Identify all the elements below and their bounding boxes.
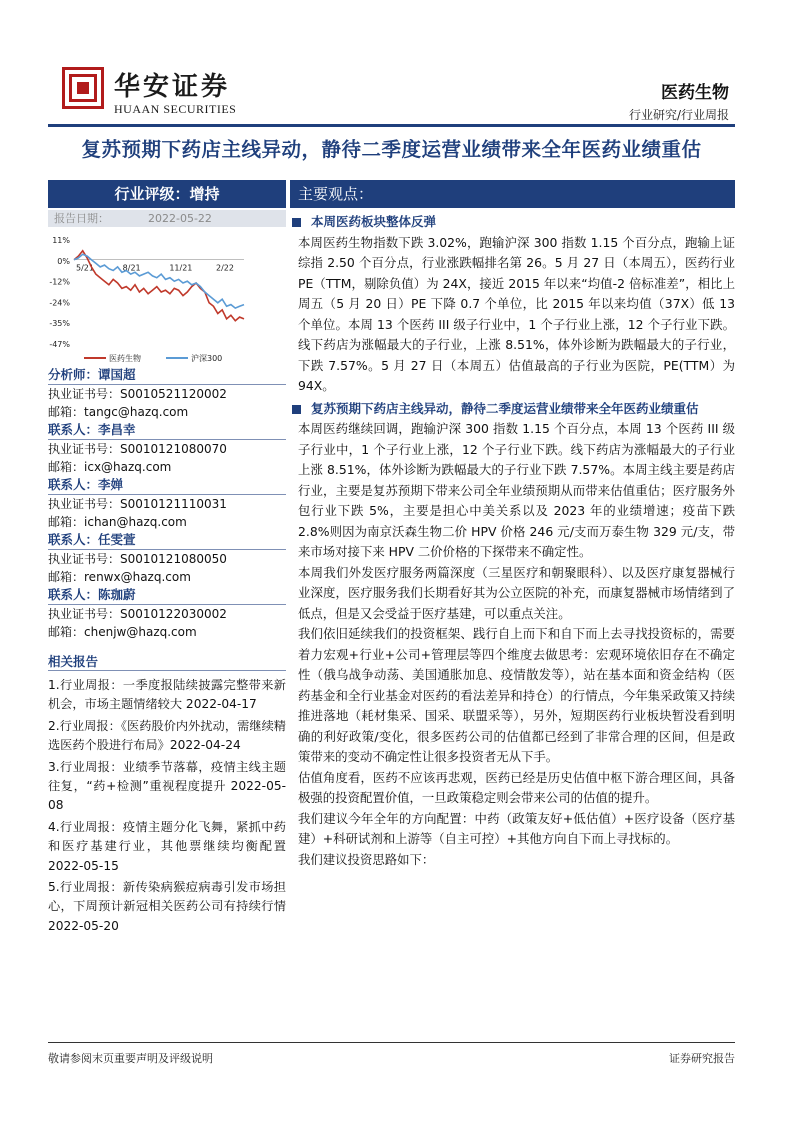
industry-rating: 行业评级：增持 [48,180,286,208]
footer-doc-type: 证券研究报告 [669,1052,735,1065]
analyst-name: 陈珈蔚 [98,587,136,602]
analyst-block [48,366,286,421]
related-report-item[interactable]: 4.行业周报：疫情主题分化飞舞，紧抓中药和医疗基建行业，其他票继续均衡配置 2022-05-15 [48,819,286,873]
analyst-cert-line: 执业证书号：S0010121080070 [48,442,227,456]
analyst-block [48,531,286,586]
analyst-email-line: 邮箱：tangc@hazq.com [48,405,189,419]
y-tick-label: 0% [57,256,70,266]
related-report-item[interactable]: 1.行业周报：一季度报陆续披露完整带来新机会，市场主题情绪较大 2022-04-17 [48,678,286,712]
related-reports-title: 相关报告 [48,652,286,671]
y-tick-label: -47% [49,340,70,349]
analyst-cert-line: 执业证书号：S0010521120002 [48,387,227,401]
report-date-value: 2022-05-22 [148,212,212,225]
section-2-paragraph-1: 本周医药继续回调，跑输沪深 300 指数 1.15 个百分点，本周 13 个医药 III 级子行业中，1 个子行业上涨，12 个子行业下跌。线下药店为涨幅最大的子行业上涨 8.51%，体外诊断为跌幅最大的子行业下跌 7.57%。本周主线主要是药店行业，主要是复苏预期下带来公司全年业绩预期从而带来估值重估；医疗服务外包行业下跌 5%，主要是担心中美关系以及 2023 年的业绩增速；疫苗下跌 2.8%则因为南京沃森生物二价 HPV 价格 246 元/支而万泰生物 329 元/支，带来市场对接下来 HPV 二价价格的下探带来不确定性。 [298,421,735,559]
related-report-item[interactable]: 5.行业周报：新传染病猴痘病毒引发市场担心，下周预计新冠相关医药公司有持续行情 2022-05-20 [48,880,286,933]
y-tick-label: 11% [52,236,70,245]
analyst-cert-number: S0010121080050 [120,552,227,566]
analyst-name: 李婵 [98,477,124,492]
report-title: 复苏预期下药店主线异动，静待二季度运营业绩带来全年医药业绩重估 [81,138,702,161]
section-2-paragraph-6: 我们建议投资思路如下： [298,851,435,867]
main-points-bar: 主要观点： [290,180,735,208]
x-tick-label: 2/22 [216,263,234,273]
y-tick-label: -35% [49,319,70,329]
section-2-paragraph-4: 估值角度看，医药不应该再悲观，医药已经是历史估值中枢下游合理区间，具备极强的投资配置价值，一旦政策稳定则会带来公司的估值的提升。 [298,769,735,805]
analyst-cert-number: S0010122030002 [120,607,227,621]
analyst-email-line: 邮箱：ichan@hazq.com [48,515,187,529]
analyst-email[interactable]: icx@hazq.com [84,460,172,474]
square-bullet-icon [292,218,301,227]
section-2-paragraph-5: 我们建议今年全年的方向配置：中药（政策友好+低估值）+医疗设备（医疗基建）+科研试剂和上游等（自主可控）+其他方向自下而上寻找标的。 [298,810,735,846]
sector-name: 医药生物 [661,83,729,103]
analyst-name: 任雯萱 [98,532,136,547]
analyst-name-line: 联系人：陈珈蔚 [48,586,286,605]
analyst-email[interactable]: chenjw@hazq.com [84,625,197,639]
header-divider [48,124,735,127]
series-line-1 [74,254,244,308]
analyst-email-line: 邮箱：chenjw@hazq.com [48,625,197,639]
y-tick-label: -24% [49,298,70,308]
analyst-name-line: 联系人：李昌幸 [48,421,286,440]
analyst-block [48,421,286,476]
analyst-cert-line: 执业证书号：S0010121080050 [48,552,227,566]
x-tick-label: 11/21 [169,263,193,273]
logo-chinese-name: 华安证券 [114,72,231,102]
analyst-cert-line: 执业证书号：S0010122030002 [48,607,227,621]
section-1-paragraph: 本周医药生物指数下跌 3.02%，跑输沪深 300 指数 1.15 个百分点，跑输上证综指 2.50 个百分点，行业涨跌幅排名第 26。5 月 27 日（本周五），医药行业 PE（TTM，剔除负值）为 24X，接近 2015 年以来“均值-2 倍标准差”，相比上周五（5 月 20 日）PE 下降 0.7 个单位，比 2015 年以来均值（37X）低 13 个单位。本周 13 个医药 III 级子行业中，1 个子行业上涨，12 个子行业下跌。线下药店为涨幅最大的子行业，上涨 8.51%，体外诊断为跌幅最大的子行业，下跌 7.57%。5 月 27 日（本周五）估值最高的子行业为医院，PE(TTM）为 94X。 [298,234,735,393]
analyst-cert-number: S0010121080070 [120,442,227,456]
legend-label: 医药生物 [109,354,141,363]
analyst-block [48,476,286,531]
legend-label: 沪深300 [191,354,223,363]
related-reports-list [48,676,286,938]
analyst-name-line: 联系人：任雯萱 [48,531,286,550]
analyst-email[interactable]: ichan@hazq.com [84,515,187,529]
analyst-name: 谭国超 [98,367,136,382]
footer-divider [48,1042,735,1043]
section-2-paragraph-3: 我们依旧延续我们的投资框架、践行自上而下和自下而上去寻找投资标的，需要着力宏观+行业+公司+管理层等四个维度去做思考：宏观环境依旧存在不确定性（俄乌战争动荡、美国通胀加息、疫情散发等），站在基本面和资金结构（医药基金和全行业基金对医药的看法差异和持仓）的行情点，今年集采政策又持续推进落地（耗材集采、国采、联盟采等），另外，短期医药行业板块暂没看到明确的利好政策/变化，很多医药公司的估值都已经到了非常合理的区间，但是政策带来的变动不确定性让很多投资者无从下手。 [298,626,735,764]
footer-disclaimer: 敬请参阅末页重要声明及评级说明 [48,1052,213,1065]
analyst-name-line: 联系人：李婵 [48,476,286,495]
x-tick-label: 5/21 [76,263,94,273]
related-report-item[interactable]: 3.行业周报：业绩季节落幕，疫情主线主题往复，“药+检测”重视程度提升 2022-05-08 [48,759,286,813]
report-date [48,210,286,227]
analyst-block [48,586,286,641]
company-logo [62,67,104,109]
related-report-item[interactable]: 2.行业周报：《医药股价内外扰动，需继续精选医药个股进行布局》2022-04-24 [48,718,286,753]
y-tick-label: -12% [49,277,70,287]
square-bullet-icon [292,405,301,414]
index-performance-chart [48,232,286,366]
analyst-email[interactable]: tangc@hazq.com [84,405,189,419]
analyst-cert-number: S0010121110031 [120,497,227,511]
section-heading-1: 本周医药板块整体反弹 [290,212,735,233]
main-content [290,212,735,870]
analyst-email-line: 邮箱：icx@hazq.com [48,460,172,474]
analyst-name: 李昌幸 [98,422,136,437]
analyst-cert-number: S0010521120002 [120,387,227,401]
report-date-label: 报告日期： [54,212,109,225]
analyst-email[interactable]: renwx@hazq.com [84,570,191,584]
analyst-email-line: 邮箱：renwx@hazq.com [48,570,191,584]
analyst-cert-line: 执业证书号：S0010121110031 [48,497,227,511]
logo-english-name: HUAAN SECURITIES [114,102,237,116]
analyst-name-line: 分析师：谭国超 [48,366,286,385]
section-heading-2: 复苏预期下药店主线异动，静待二季度运营业绩带来全年医药业绩重估 [290,399,735,420]
report-type: 行业研究/行业周报 [628,108,729,122]
x-tick-label: 8/21 [122,263,141,273]
series-line-0 [74,251,244,321]
section-2-paragraph-2: 本周我们外发医疗服务两篇深度（三星医疗和朝聚眼科）、以及医疗康复器械行业深度，医疗服务我们长期看好其为公立医院的补充，而康复器械市场情绪到了低点，但是又会受益于医疗基建，可以重点关注。 [298,564,735,621]
